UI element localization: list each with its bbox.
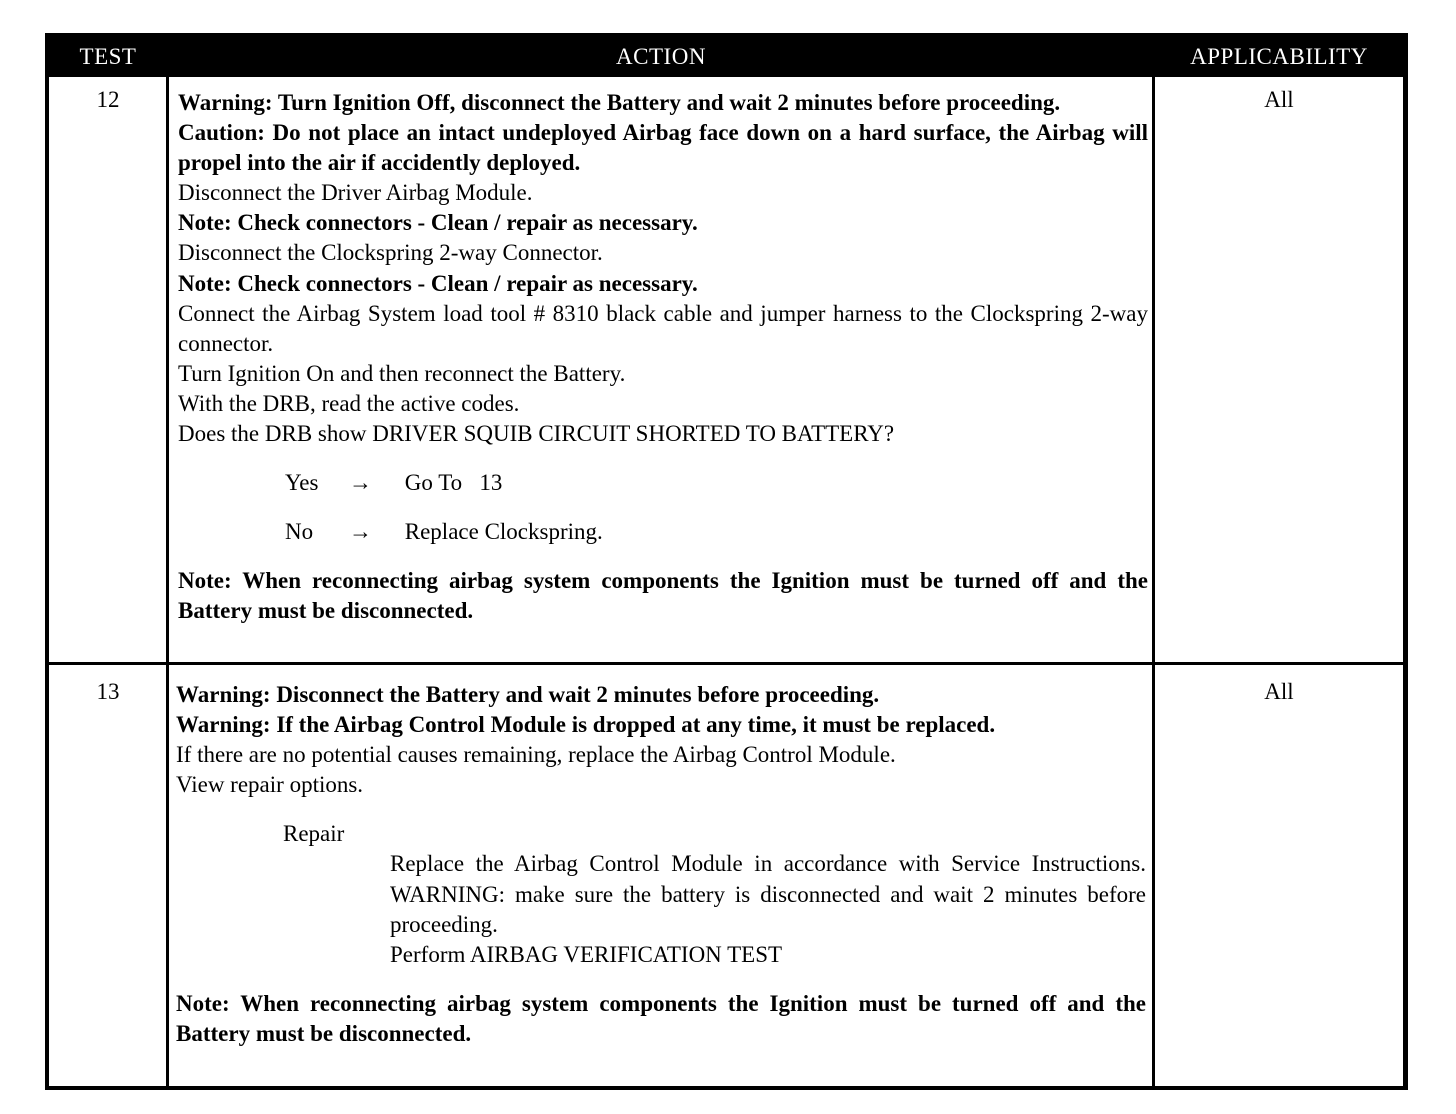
repair-test-text: Perform AIRBAG VERIFICATION TEST — [390, 941, 783, 967]
test-number-12: 12 — [96, 87, 120, 112]
step-text: View repair options. — [176, 772, 364, 798]
test-number-13: 13 — [96, 679, 120, 704]
applicability-13: All — [1264, 679, 1294, 704]
yes-label: Yes — [285, 470, 319, 496]
diagnostic-test-table — [45, 33, 1408, 1090]
no-result: Replace Clockspring. — [404, 519, 603, 545]
yes-result: Go To 13 — [404, 470, 503, 496]
step-text: If there are no potential causes remaining, replace the Airbag Control Module. — [176, 742, 896, 768]
repair-text: Replace the Airbag Control Module in accordance with Service Instructions. WARNING: make sure the battery is disconnected and wait 2 minutes before proceeding. — [390, 851, 1146, 937]
no-option — [285, 517, 1148, 547]
note-text: Note: Check connectors - Clean / repair as necessary. — [178, 210, 698, 236]
header-test: TEST — [79, 44, 137, 69]
column-divider — [1152, 77, 1155, 1086]
caution-text: Caution: Do not place an intact undeployed Airbag face down on a hard surface, the Airbag will propel into the air if accidently deployed. — [178, 120, 1148, 176]
no-label: No — [285, 519, 314, 545]
applicability-12: All — [1264, 87, 1294, 112]
step-text: Disconnect the Driver Airbag Module. — [178, 180, 533, 206]
arrow-icon: → — [349, 470, 372, 496]
repair-label: Repair — [283, 821, 345, 847]
step-text: Connect the Airbag System load tool # 8310 black cable and jumper harness to the Clockspring 2-way connector. — [178, 300, 1148, 356]
header-applicability: APPLICABILITY — [1190, 44, 1368, 69]
step-text: Turn Ignition On and then reconnect the Battery. — [178, 360, 626, 386]
table-header — [49, 37, 1403, 77]
note-text: Note: Check connectors - Clean / repair as necessary. — [178, 270, 698, 296]
column-divider — [166, 77, 169, 1086]
header-action: ACTION — [616, 44, 706, 69]
warning-text: Warning: Turn Ignition Off, disconnect the Battery and wait 2 minutes before proceeding. — [178, 90, 1061, 115]
action-cell-13 — [176, 680, 1146, 1049]
warning-text: Warning: Disconnect the Battery and wait 2 minutes before proceeding. — [176, 682, 880, 707]
question-text: Does the DRB show DRIVER SQUIB CIRCUIT SHORTED TO BATTERY? — [178, 421, 895, 447]
warning-text: Warning: If the Airbag Control Module is dropped at any time, it must be replaced. — [176, 712, 996, 738]
row-divider — [49, 662, 1403, 665]
note-text: Note: When reconnecting airbag system components the Ignition must be turned off and the Battery must be disconnected. — [176, 990, 1146, 1046]
note-text: Note: When reconnecting airbag system components the Ignition must be turned off and the Battery must be disconnected. — [178, 568, 1148, 624]
arrow-icon: → — [349, 519, 372, 545]
step-text: With the DRB, read the active codes. — [178, 390, 520, 416]
action-cell-12 — [178, 88, 1148, 627]
step-text: Disconnect the Clockspring 2-way Connector. — [178, 240, 603, 266]
yes-option — [285, 468, 1148, 498]
